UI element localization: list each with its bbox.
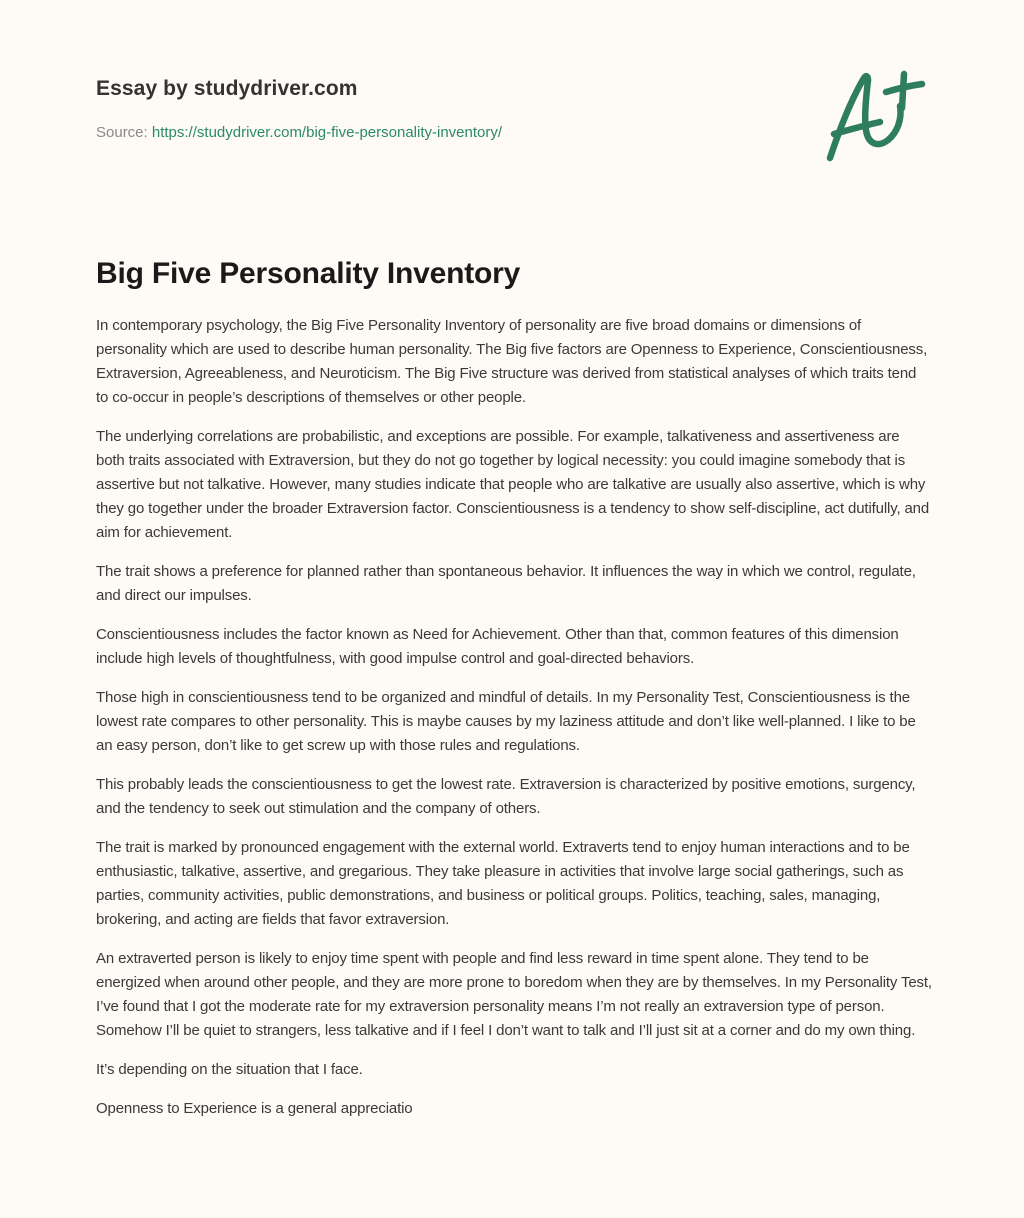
paragraph: The underlying correlations are probabilistic, and exceptions are possible. For example, talkativeness and assertiveness are both traits associated with Extraversion, but they do not go together by logical necessity: you could imagine somebody that is assertive but not talkative. However, many studies indicate that people who are talkative are usually also assertive, which is why they go together under the broader Extraversion factor. Conscientiousness is a tendency to show self-discipline, act dutifully, and aim for achievement. [96,428,930,541]
paragraph: Conscientiousness includes the factor known as Need for Achievement. Other than that, common features of this dimension include high levels of thoughtfulness, with good impulse control and goal-directed behaviors. [96,626,899,667]
source-line [96,123,796,143]
a-plus-grade-icon [822,68,928,164]
paragraph: The trait is marked by pronounced engagement with the external world. Extraverts tend to enjoy human interactions and to be enthusiastic, talkative, assertive, and gregarious. They take pleasure in activities that involve large social gatherings, such as parties, community activities, public demonstrations, and business or political groups. Politics, teaching, sales, managing, brokering, and acting are fields that favor extraversion. [96,839,910,928]
paragraph: In contemporary psychology, the Big Five Personality Inventory of personality are five broad domains or dimensions of personality which are used to describe human personality. The Big five factors are Openness to Experience, Conscientiousness, Extraversion, Agreeableness, and Neuroticism. The Big Five structure was derived from statistical analyses of which traits tend to co-occur in people’s descriptions of themselves or other people. [96,317,928,406]
paragraph: The trait shows a preference for planned rather than spontaneous behavior. It influences the way in which we control, regulate, and direct our impulses. [96,563,916,604]
paragraph: An extraverted person is likely to enjoy time spent with people and find less reward in time spent alone. They tend to be energized when around other people, and they are more prone to boredom when they are by themselves. In my Personality Test, I’ve found that I got the moderate rate for my extraversion personality means I’m not really an extraversion type of person. Somehow I’ll be quiet to strangers, less talkative and if I feel I don’t want to talk and I’ll just sit at a corner and do my own thing. [96,950,932,1039]
page-title: Big Five Personality Inventory [96,257,521,290]
source-label: Source: [96,124,152,141]
paragraph: Those high in conscientiousness tend to be organized and mindful of details. In my Personality Test, Conscientiousness is the lowest rate compares to other personality. This is maybe causes by my laziness attitude and don’t like well-planned. I like to be an easy person, don’t like to get screw up with those rules and regulations. [96,689,916,754]
source-link[interactable]: https://studydriver.com/big-five-personality-inventory/ [151,124,503,141]
page-header [96,74,796,143]
paragraph: It’s depending on the situation that I face. [96,1061,363,1078]
site-brand: Essay by studydriver.com [96,77,358,100]
essay-body [96,314,932,1136]
paragraph-truncated: Openness to Experience is a general appreciatio [96,1100,413,1117]
paragraph: This probably leads the conscientiousness to get the lowest rate. Extraversion is characterized by positive emotions, surgency, and the tendency to seek out stimulation and the company of others. [96,776,916,817]
